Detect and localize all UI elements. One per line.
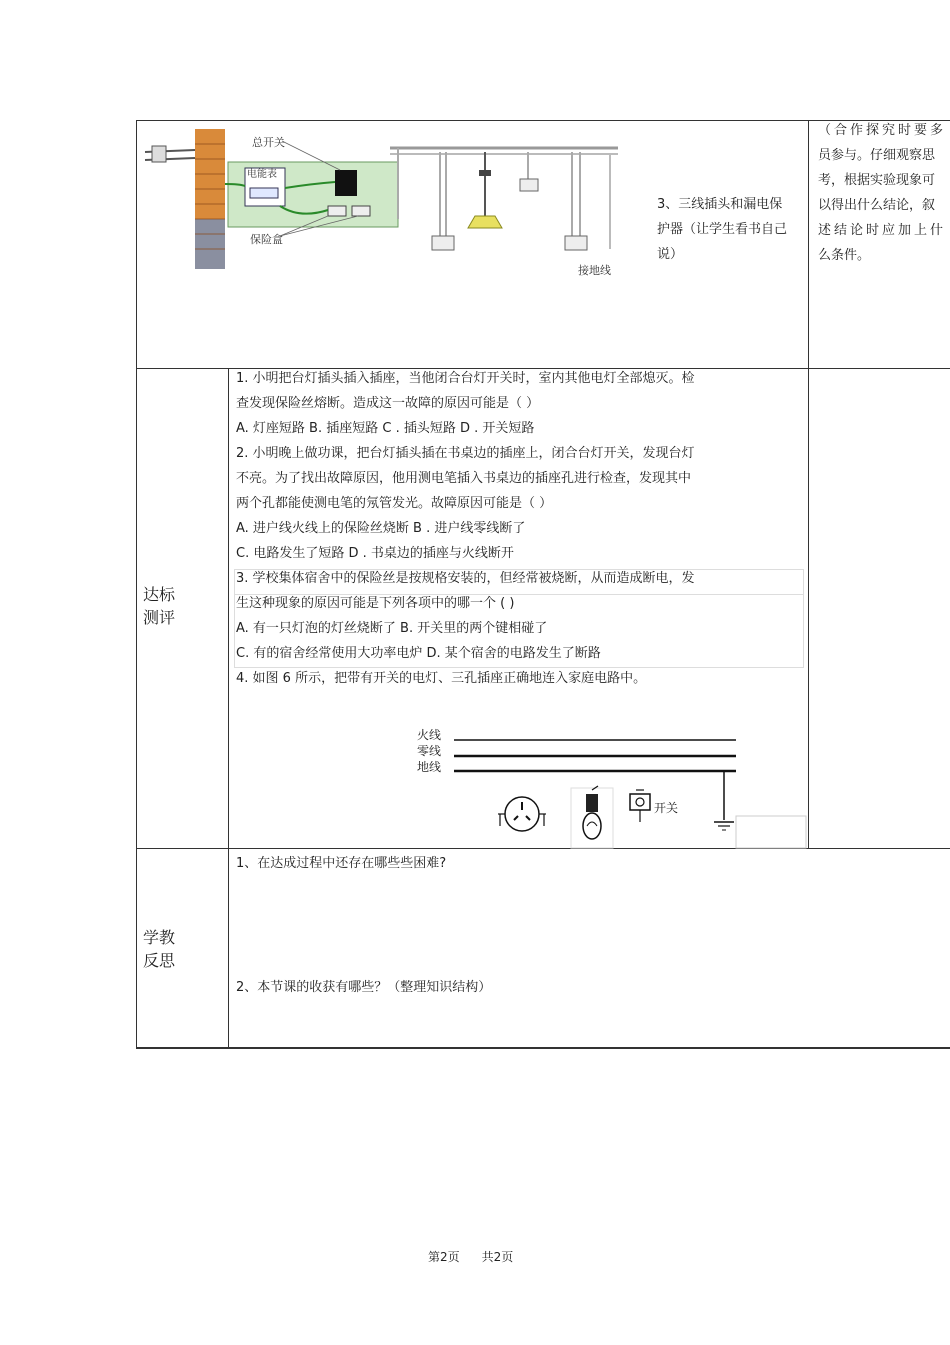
reflection-question-1: 1、在达成过程中还存在哪些些困难? (236, 856, 447, 871)
question-line: 不亮。为了找出故障原因，他用测电笔插入书桌边的插座孔进行检查，发现其中 (236, 471, 692, 486)
label-main-switch: 总开关 (252, 136, 285, 149)
question-line: A. 进户线火线上的保险丝烧断 B . 进户线零线断了 (236, 521, 526, 536)
question-line: 1. 小明把台灯插头插入插座，当他闭合台灯开关时，室内其他电灯全部熄灭。检 (236, 371, 695, 386)
question-line: 4. 如图 6 所示，把带有开关的电灯、三孔插座正确地连入家庭电路中。 (236, 671, 647, 686)
right-note-line: 考，根据实验现象可 (818, 173, 936, 188)
question-line: C. 电路发生了短路 D . 书桌边的插座与火线断开 (236, 546, 514, 561)
right-note-line: 述结论时应加上什 (818, 223, 947, 238)
page-number: 第2页 (428, 1250, 460, 1264)
assessment-questions (236, 366, 806, 691)
row-label-assessment: 达标 测评 (143, 585, 176, 627)
question-line: C. 有的宿舍经常使用大功率电炉 D. 某个宿舍的电路发生了断路 (236, 646, 601, 661)
question-line: 生这种现象的原因可能是下列各项中的哪一个 ( ) (236, 596, 515, 611)
three-wire-plug-note: 3、三线插头和漏电保护器（让学生看书自己说） (657, 197, 788, 262)
right-note-line: 以得出什么结论，叙 (818, 198, 936, 213)
wire-label-live: 火线 (417, 728, 442, 742)
right-note-line: 员参与。仔细观察思 (818, 148, 936, 163)
label-ground-wire: 接地线 (578, 264, 611, 277)
reflection-question-2: 2、本节课的收获有哪些？（整理知识结构） (236, 980, 492, 995)
right-note-line: （合作探究时要多 (818, 123, 947, 138)
page-footer (428, 1248, 535, 1265)
household-circuit-illustration (140, 124, 640, 284)
page-total: 共2页 (481, 1250, 514, 1264)
question-line: 两个孔都能使测电笔的氖管发光。故障原因可能是（ ） (236, 496, 553, 511)
switch-label: 开关 (654, 801, 679, 815)
right-note-line: 么条件。 (818, 248, 871, 263)
label-meter: 电能表 (247, 169, 277, 180)
wiring-figure (440, 730, 810, 850)
question-line: 查发现保险丝熔断。造成这一故障的原因可能是（ ） (236, 396, 540, 411)
label-fuse-box: 保险盒 (250, 233, 283, 246)
wire-label-ground: 地线 (417, 760, 442, 774)
question-line: A. 灯座短路 B. 插座短路 C . 插头短路 D . 开关短路 (236, 421, 535, 436)
question-line: 2. 小明晚上做功课，把台灯插头插在书桌边的插座上，闭合台灯开关，发现台灯 (236, 446, 695, 461)
question-line: A. 有一只灯泡的灯丝烧断了 B. 开关里的两个键相碰了 (236, 621, 548, 636)
question-line: 3. 学校集体宿舍中的保险丝是按规格安装的，但经常被烧断，从而造成断电，发 (236, 571, 695, 586)
wire-label-neutral: 零线 (417, 744, 442, 758)
table-border-bottom (136, 1047, 950, 1049)
table-col-divider-1 (228, 368, 229, 1049)
right-column-note (818, 118, 950, 268)
table-border-left (136, 120, 137, 1049)
row-label-reflection: 学教 反思 (143, 928, 176, 970)
